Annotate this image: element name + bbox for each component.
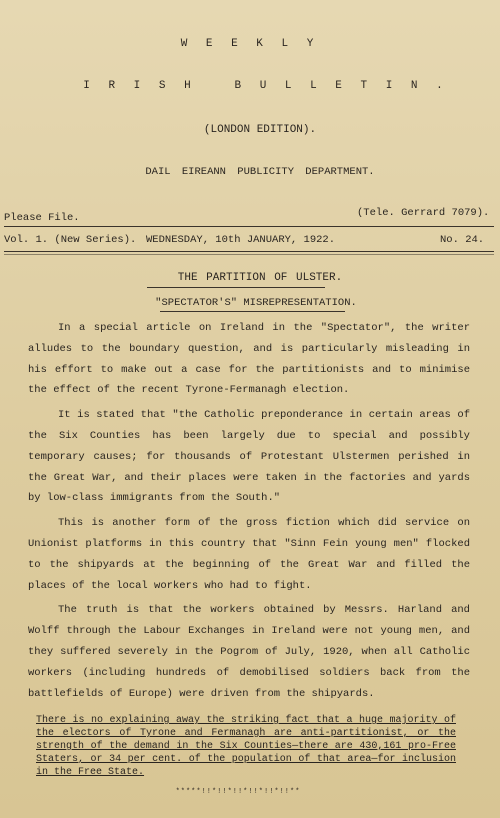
masthead-irish-bulletin: I R I S H B U L L E T I N . [83,80,449,92]
department-label: DAIL EIREANN PUBLICITY DEPARTMENT. [145,166,375,178]
volume-label: Vol. 1. (New Series). [4,234,137,246]
closing-statement [36,714,456,779]
footer-ornament: *****!!*!!*!!*!!*!!*!!** [175,788,301,796]
paragraph: It is stated that "the Catholic preponderance in certain areas of the Six Counties has been largely due to special and possibly temporary causes; for thousands of Protestant Ulstermen perished in the Great War, and their places were taken in the factories and yards by low-class immigrants from the South." [28,409,470,505]
article-title: THE PARTITION OF ULSTER. [177,272,343,284]
article-subtitle: "SPECTATOR'S" MISREPRESENTATION. [155,297,357,309]
article-body [28,318,470,704]
edition-label: (LONDON EDITION). [203,124,317,136]
issue-date: WEDNESDAY, 10th JANUARY, 1922. [146,234,336,246]
paragraph: In a special article on Ireland in the "Spectator", the writer alludes to the boundary question, and is particularly misleading in his effort to make out a case for the partitionists and to minimise the effect of the recent Tyrone-Fermanagh election. [28,322,470,397]
title-underline [147,287,325,288]
please-file-label: Please File. [4,212,80,224]
paragraph: This is another form of the gross fiction which did service on Unionist platforms in this country that "Sinn Fein young men" flocked to the shipyards at the beginning of the Great War and filled the places of the local workers who had to fight. [28,517,470,592]
meta-rule-bottom [4,251,494,252]
closing-statement-text: There is no explaining away the striking fact that a huge majority of the electors of Tyrone and Fermanagh are anti-partitionist, or the strength of the demand in the Six Counties—there are 430,161 pro-Free Staters, or 34 per cent. of the population of that area—for inclusion in the Free State. [36,715,456,778]
paragraph: The truth is that the workers obtained by Messrs. Harland and Wolff through the Labour Exchanges in Ireland were not young men, and they suffered severely in the Pogrom of July, 1920, when all Catholic workers (including hundreds of demobilised soldiers back from the battlefields of Europe) were driven from the shipyards. [28,604,470,700]
subtitle-underline [160,311,345,312]
issue-number: No. 24. [440,234,485,246]
masthead-weekly: W E E K L Y [180,38,320,50]
meta-rule-top [4,226,494,227]
telephone-label: (Tele. Gerrard 7079). [357,207,490,219]
meta-rule-bottom-double [4,254,494,255]
